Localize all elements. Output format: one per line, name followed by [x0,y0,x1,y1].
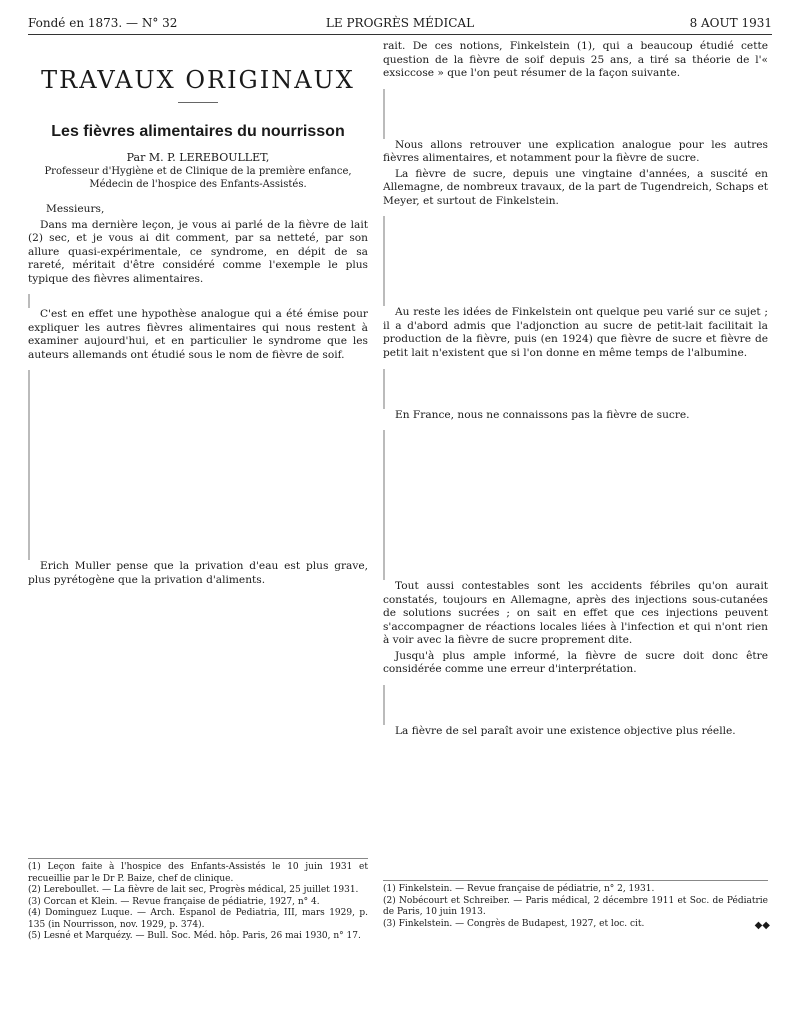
affiliation-line: Médecin de l'hospice des Enfants-Assistés. [89,178,307,190]
untranscribed-text [28,294,368,308]
left-column [28,40,368,590]
untranscribed-text [383,216,768,306]
paragraph: Au reste les idées de Finkelstein ont quelque peu varié sur ce sujet ; il a d'abord admis que l'adjonction au sucre de petit-lait facilitait la production de la fièvre, puis (en 1924) que fièvre de sucre et fièvre de petit lait n'existent que si l'on donne en même temps de l'albumine. [383,306,768,360]
footnote: (2) Nobécourt et Schreiber. — Paris médical, 2 décembre 1911 et Soc. de Pédiatrie de Paris, 10 juin 1913. [383,895,768,918]
paragraph: C'est en effet une hypothèse analogue qui a été émise pour expliquer les autres fièvres alimentaires qui nous restent à examiner aujourd'hui, et en particulier le syndrome que les auteurs allemands ont étudié sous le nom de fièvre de soif. [28,308,368,361]
founded-issue: Fondé en 1873. — N° 32 [28,16,178,30]
untranscribed-text [383,430,768,580]
issue-date: 8 AOUT 1931 [689,16,772,30]
paragraph: La fièvre de sel paraît avoir une existence objective plus réelle. [395,724,736,737]
footnote: (1) Leçon faite à l'hospice des Enfants-Assistés le 10 juin 1931 et recueillie par le Dr P. Baize, chef de clinique. [28,862,368,884]
footnote: (3) Corcan et Klein. — Revue française de pédiatrie, 1927, n° 4. [28,896,320,907]
paragraph: rait. De ces notions, Finkelstein (1), qui a beaucoup étudié cette question de la fièvre de soif depuis 25 ans, a tiré sa théorie de l'« exsiccose » que l'on peut résumer de la façon suivante. [383,40,768,80]
footnotes-left [28,858,368,943]
journal-title: LE PROGRÈS MÉDICAL [325,16,475,30]
affiliation-line: Professeur d'Hygiène et de Clinique de la première enfance, [44,166,352,177]
article-title: Les fièvres alimentaires du nourrisson [51,123,345,140]
footnote: (3) Finkelstein. — Congrès de Budapest, 1927, et loc. cit. [383,918,645,929]
author-line: Par M. P. LEREBOULLET, [126,151,270,164]
footnote: (2) Lereboullet. — La fièvre de lait sec, Progrès médical, 25 juillet 1931. [28,885,359,896]
affiliation [28,166,368,191]
right-column [383,40,768,740]
paragraph: Dans ma dernière leçon, je vous ai parlé de la fièvre de lait (2) sec, et je vous ai dit comment, par sa netteté, par son allure quasi-expérimentale, ce syndrome, en dépit de sa rareté, méritait d'être considéré comme l'exemple le plus typique des fièvres alimentaires. [28,218,368,285]
paragraph: Erich Muller pense que la privation d'eau est plus grave, plus pyrétogène que la privation d'aliments. [28,560,368,587]
untranscribed-text [383,369,768,409]
paragraph: En France, nous ne connaissons pas la fièvre de sucre. [395,408,690,421]
paragraph: Tout aussi contestables sont les accidents fébriles qu'on aurait constatés, toujours en Allemagne, après des injections sous-cutanées de solutions sucrées ; on sait en effet que ces injections peuvent s'accompagner de réactions locales liées à l'infection et qui n'ont rien à voir avec la fièvre de sucre proprement dite. [383,580,768,647]
section-heading: TRAVAUX ORIGINAUX [41,66,355,94]
section-rule [178,102,218,103]
untranscribed-text [28,370,368,560]
untranscribed-text [383,685,768,725]
paragraph: Jusqu'à plus ample informé, la fièvre de sucre doit donc être considérée comme une erreur d'interprétation. [383,649,768,676]
footnote: (1) Finkelstein. — Revue française de pédiatrie, n° 2, 1931. [383,884,655,894]
footnote: (5) Lesné et Marquézy. — Bull. Soc. Méd. hôp. Paris, 26 mai 1930, n° 17. [28,931,361,942]
footnote: (4) Dominguez Luque. — Arch. Espanol de Pediatria, III, mars 1929, p. 135 (in Nourrisson, nov. 1929, p. 374). [28,908,368,930]
running-header [28,14,772,35]
salutation: Messieurs, [46,203,105,215]
untranscribed-text [383,89,768,139]
paragraph: La fièvre de sucre, depuis une vingtaine d'années, a suscité en Allemagne, de nombreux travaux, de la part de Tugendreich, Schaps et Meyer, et surtout de Finkelstein. [383,167,768,207]
end-ornament: ◆◆ [754,920,770,931]
footnotes-right [383,880,768,930]
paragraph: Nous allons retrouver une explication analogue pour les autres fièvres alimentaires, et notamment pour la fièvre de sucre. [383,138,768,165]
